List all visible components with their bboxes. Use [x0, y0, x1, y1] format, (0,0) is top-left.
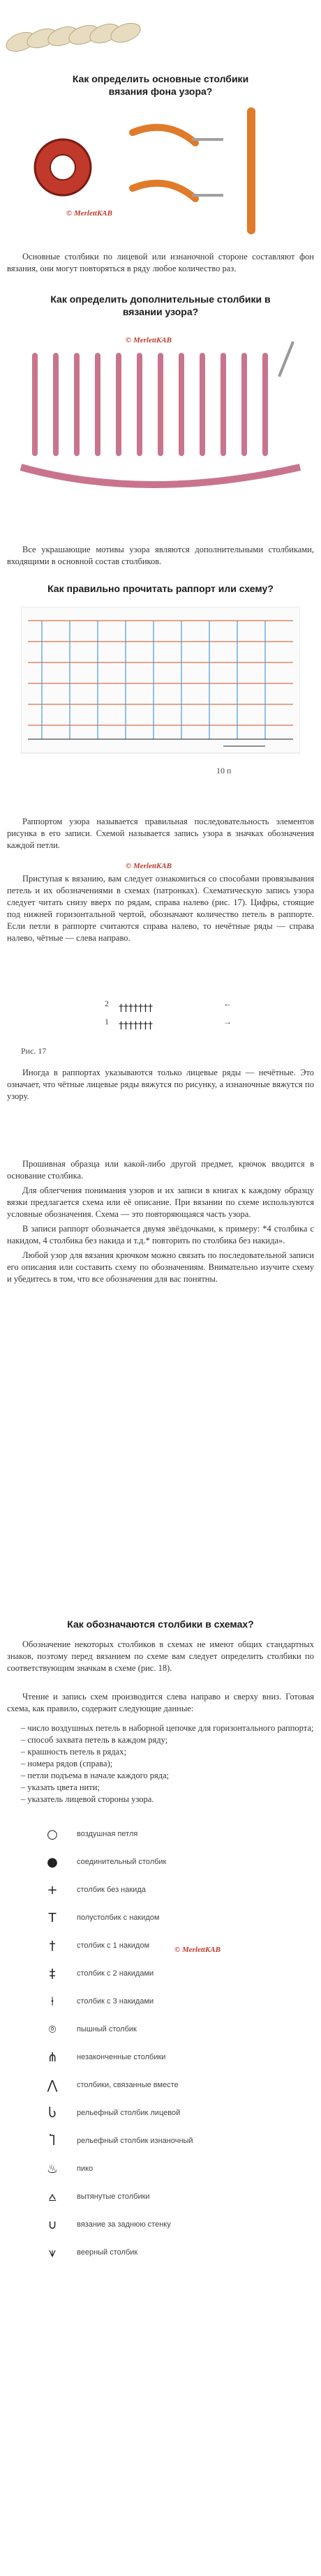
fan-icon: ⋔ — [47, 2050, 58, 2065]
section-title-basic-stitches: Как определить основные столбики вязания фона узора? — [72, 73, 249, 97]
symbols-read: Чтение и запись схем производится слева направо и сверху вниз. Готовая схема, как правило, содержит следующие данные: — [7, 1692, 314, 1713]
section-text-rapport: Раппортом узора называется правильная последовательность элементов рисунка в его записи. Схемой называется запись узора в значках обозначения каждой петли. — [7, 817, 314, 850]
list-item: – указатель лицевой стороны узора. — [21, 1794, 154, 1804]
cross-icon: + — [47, 1882, 58, 1897]
legend-text: воздушная петля — [77, 1830, 138, 1838]
legend-row — [28, 2183, 293, 2211]
section-title-symbols: Как обозначаются столбики в схемах? — [67, 1619, 254, 1630]
svg-text:†††††††: ††††††† — [119, 1020, 153, 1031]
relief-icon: Ⴑ — [48, 2105, 57, 2121]
legend-text: рельефный столбик изнаночный — [77, 2137, 193, 2145]
list-item: – способ захвата петель в каждом ряду; — [21, 1735, 168, 1745]
picot-icon: ♨ — [46, 2161, 59, 2176]
fig17-arrow-left: ← — [223, 999, 232, 1008]
legend-row — [28, 1848, 293, 1876]
legend-row — [28, 1960, 293, 1987]
cluster-icon: ⋀ — [47, 2077, 58, 2093]
legend-row — [28, 2099, 293, 2127]
legend-row — [28, 2238, 293, 2266]
legend-text: столбик без накида — [77, 1886, 146, 1894]
rapport-chart — [21, 607, 300, 767]
fig17-arrow-right: → — [223, 1017, 232, 1026]
brand-watermark-2: © MerlettKAB — [126, 336, 172, 344]
brand-watermark-1: © MerlettKAB — [66, 209, 112, 218]
loop2-icon: ∪ — [47, 2217, 57, 2232]
list-item: – указать цвета нити; — [21, 1782, 100, 1792]
section-title-extra-stitches: Как определить дополнительные столбики в вязании узора? — [50, 294, 271, 317]
fig17-caption: Рис. 17 — [21, 1046, 47, 1056]
stitch-illustration-2 — [7, 328, 314, 509]
stick3-icon: ⍿ — [50, 1994, 54, 2009]
notes-block: Иногда в раппортах указываются только лицевые ряды — нечётные. Это означает, что чётные лицевые ряды вяжутся по рисунку, а изнаночные вяжутся по узору. Прошивная образца или какой-либо другой предмет, крючок вводится в основание столбика. Для облегчения понимания узоров и их записи в книгах к каждому образцу вязки предлагается схема или её описание. При вязании по схеме используются условные обозначения. Схема — это повторяющаяся часть узора. В записи раппорт обозначается двумя звёздочками, к примеру: *4 столбика с накидом, 4 столбика без накида и т.д.* повторить по столбика без накида». Любой узор для вязания крючком можно связать по последовательной записи его описания или составить схему по обозначениям. Внимательно изучите схему и убедитесь в том, что все обозначения для вас понятны. — [7, 1068, 314, 1284]
legend-row — [28, 2015, 293, 2043]
fig17-row1-number: 1 — [105, 1017, 109, 1026]
legend-text: вязание за заднюю стенку — [77, 2220, 171, 2229]
legend-text: веерный столбик — [77, 2248, 138, 2257]
legend-row — [28, 2127, 293, 2155]
fan2-icon: ⩛ — [48, 2245, 57, 2260]
legend-row — [28, 1932, 293, 1960]
t-icon: T — [48, 1910, 57, 1925]
relief2-icon: Ⴈ — [49, 2133, 56, 2149]
fig17-row2-number: 2 — [105, 999, 109, 1008]
legend-row — [28, 1904, 293, 1932]
symbols-intro: Обозначение некоторых столбиков в схемах не имеют общих стандартных знаков, поэтому перед вязанием по схеме вам следует определить столбики по соответствующим значкам в схеме (рис. 18). — [7, 1639, 314, 1673]
brand-watermark-3: © MerlettKAB — [126, 862, 172, 870]
legend-text: полустолбик с накидом — [77, 1914, 160, 1922]
legend-text: пышный столбик — [77, 2025, 137, 2033]
legend-row — [28, 2211, 293, 2238]
requirements-list — [21, 1722, 314, 1805]
legend-row — [28, 1876, 293, 1904]
legend-text: столбик с 3 накидами — [77, 1997, 154, 2006]
shell-icon: ⩟ — [48, 2189, 57, 2204]
section-text-basic: Основные столбики по лицевой или изнаночной стороне составляют фон вязания, они могут повторяться в ряду любое количество раз. — [7, 252, 314, 273]
list-item: – номера рядов (справа); — [21, 1759, 113, 1768]
loop-icon: ○ — [47, 1826, 58, 1842]
legend-row — [28, 2043, 293, 2071]
section-title-rapport: Как правильно прочитать раппорт или схему? — [47, 583, 274, 594]
fig17-diagram — [77, 997, 244, 1039]
legend-text: рельефный столбик лицевой — [77, 2109, 181, 2117]
yarn-illustration-top — [0, 0, 321, 66]
legend-text: столбик с 1 накидом — [77, 1941, 150, 1950]
legend-text: соединительный столбик — [77, 1858, 167, 1866]
symbols-legend — [28, 1820, 293, 2266]
stitch-illustration-1 — [14, 105, 307, 244]
list-item: – петли подъема в начале каждого ряда; — [21, 1771, 170, 1780]
legend-text: столбики, связанные вместе — [77, 2081, 179, 2089]
svg-text:†††††††: ††††††† — [119, 1003, 153, 1014]
list-item: – крашность петель в рядах; — [21, 1747, 126, 1757]
puff-icon: ⌾ — [48, 2022, 57, 2037]
stick1-icon: † — [49, 1938, 56, 1953]
section-text-extra: Все украшающие мотивы узора являются дополнительными столбиками, входящими в основной состав столбиков. — [7, 545, 314, 566]
legend-row — [28, 2155, 293, 2183]
list-item: – число воздушных петель в наборной цепочке для горизонтального раппорта; — [21, 1723, 314, 1733]
legend-text: пико — [77, 2165, 94, 2173]
dot-icon: ● — [47, 1854, 58, 1870]
stick2-icon: ‡ — [49, 1966, 56, 1981]
legend-text: вытянутые столбики — [77, 2192, 150, 2201]
legend-row — [28, 2071, 293, 2099]
section-text-rapport-2: Приступая к вязанию, вам следует ознакомиться со способами провязывания петель и их обозначениями в схемах (патронках). Схематическую запись узора следует читать снизу вверх по рядам, справа налево (рис. 17). Цифры, стоящие под нижней горизонтальной чертой, обозначают количество петель в раппорте. Если петли в раппорте считаются справа налево, то нечётные ряды — справа налево, чётные — слева направо. — [7, 874, 314, 943]
chart-axis-label: 10 п — [216, 766, 232, 775]
legend-row — [28, 1820, 293, 1848]
legend-text: незаконченные столбики — [77, 2053, 166, 2061]
legend-text: столбик с 2 накидами — [77, 1969, 154, 1978]
legend-row — [28, 1987, 293, 2015]
brand-watermark-4: © MerlettKAB — [174, 1946, 221, 1954]
